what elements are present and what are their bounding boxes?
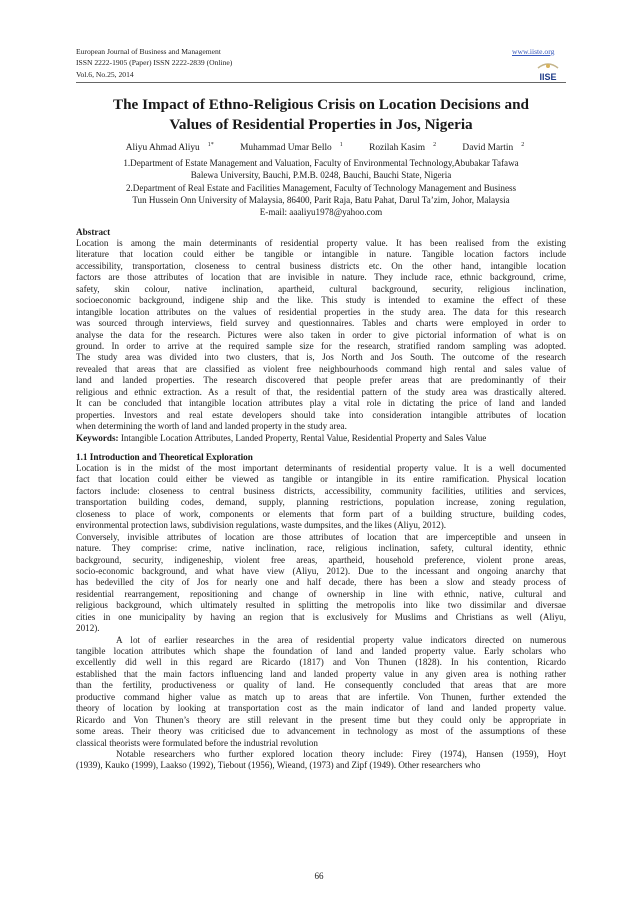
affiliation-line: Balewa University, Bauchi, P.M.B. 0248, Bauchi, Bauchi State, Nigeria (190, 170, 452, 180)
text-line: excellently did well in this regard are Ricardo (1817) and Von Thunen (1828). In his contention, Ricardo (76, 657, 566, 668)
text-line: factors include: closeness to central business districts, accessibility, community facilities, utilities and services, (76, 485, 566, 496)
text-line: nature. They comprise: crime, native inclination, race, religious inclination, safety, cultural identity, ethnic (76, 543, 566, 554)
text-line: socioeconomic background, indigene ship and the like. This study is intended to examine the effect of these (76, 295, 566, 306)
text-line: religious background, which ultimately resulted in splitting the metropolis into like two dissimilar and diversae (76, 600, 566, 611)
text-line: theory of location by looking at transportation cost as the main indicator of land and landed property value. (76, 703, 566, 714)
text-line: tangible location attributes which shape the foundation of land and landed property value. Early scholars who (76, 646, 566, 656)
text-line: was sourced through interviews, field survey and questionnaires. Tables and charts were employed in order to (76, 318, 566, 329)
journal-volume: Vol.6, No.25, 2014 (76, 70, 134, 79)
title-line: Values of Residential Properties in Jos, Nigeria (169, 115, 473, 133)
text-line: socio-economic background, and what have view (Aliyu, 2012). Due to the incessant and ongoing anarchy that (76, 565, 566, 576)
text-line: than the fertility, productiveness or quality of land. He consequently concluded that areas that are more (76, 680, 566, 691)
text-line: revealed that areas that are classified as violent free neighbourhoods command high rental and sales value of (76, 363, 566, 374)
keywords-text: Intangible Location Attributes, Landed Property, Rental Value, Residential Property and Sales Value (120, 433, 487, 443)
author: Rozilah Kasim $^2$ (369, 141, 437, 153)
text-line: 2012). (76, 623, 100, 634)
affiliation-line: 2.Department of Real Estate and Facilities Management, Faculty of Technology Management and Business (125, 183, 517, 193)
text-line: factors are those attributes of location that are invisible in nature. They include race, ethnic background, crime, (76, 272, 566, 283)
title-line: The Impact of Ethno-Religious Crisis on Location Decisions and (112, 96, 529, 113)
text-line: classical theorists were formulated before the industrial revolution (76, 737, 318, 748)
text-line: A lot of earlier researches in the area of residential property value indicators directed on numerous (116, 634, 566, 645)
logo-text: IISE (539, 72, 557, 82)
text-line: analyse the data for the research. Pictures were also taken in order to give pictorial information of what is on (76, 329, 566, 340)
text-line: land and landed properties. The research discovered that people prefer areas that are predominantly of their (76, 375, 566, 386)
text-line: literature that location could either be tangible or intangible in nature. Tangible location factors include (76, 249, 566, 260)
author-list (70, 143, 572, 154)
keywords-line (76, 433, 566, 444)
text-line: Ricardo and Von Thunen’s theory are still relevant in the present time but they could only be appropriate in (76, 714, 566, 725)
text-line: It can be concluded that intangible location attributes play a vital role in dictating the price of land and landed (76, 398, 566, 409)
journal-url-link[interactable]: www.iiste.org (512, 47, 555, 56)
abstract-heading: Abstract (76, 227, 111, 237)
text-line: residential rearrangement, repositioning and change of ownership in line with ethnic, native, cultural and (76, 588, 566, 599)
text-line: transportation building codes, demand, supply, planning restrictions, population increase, zoning regulation, (76, 497, 566, 508)
text-line: established that the main factors influencing land and landed property value in any given area is nothing rather (76, 668, 566, 679)
section-body (76, 463, 566, 772)
text-line: Conversely, invisible attributes of location are those attributes of location that are imperceptible and unseen in (76, 531, 566, 542)
text-line: Location is in the midst of the most important determinants of residential property value. It is a well documented (76, 463, 566, 473)
text-line: some areas. Their theory was criticised due to advancement in technology as most of the assumptions of these (76, 726, 566, 737)
abstract-body (76, 238, 566, 432)
header-rule (76, 82, 566, 83)
journal-issn: ISSN 2222-1905 (Paper) ISSN 2222-2839 (Online) (76, 58, 233, 67)
text-line: closeness to place of work, components or elements that form part of a building structure, building codes, (76, 508, 566, 519)
text-line: (1939), Kauko (1999), Laakso (1992), Tiebout (1956), Wieand, (1973) and Zipf (1949). Other researchers who (76, 760, 481, 771)
text-line: fact that location could either be viewed as tangible or intangible in its entire ramification. Physical location (76, 474, 566, 485)
text-line: background, security, indigeneship, violent free areas, apartheid, household preference, violent prone areas, (76, 554, 566, 565)
text-line: Notable researchers who further explored location theory include: Firey (1974), Hansen (1959), Hoyt (116, 748, 566, 759)
author: David Martin $^2$ (462, 141, 525, 153)
text-line: The study area was divided into two clusters, that is, Jos North and Jos South. The outcome of the research (76, 352, 566, 363)
text-line: environmental protection laws, subdivision regulations, waste dumpsites, and the likes (Aliyu, 2012). (76, 520, 447, 531)
text-line: productive command higher value as match up to areas that are infertile. Von Thunen, further extended the (76, 691, 566, 702)
text-line: accessibility, transportation, closeness to central business districts etc. On the other hand, intangible location (76, 260, 566, 271)
iiste-logo-icon (530, 58, 566, 84)
text-line: has bedevilled the city of Jos for nearly one and half decade, there has been a slow and steady process of (76, 577, 566, 588)
text-line: when determining the worth of land and landed property in the study area. (76, 421, 347, 431)
author: Muhammad Umar Bello $^1$ (240, 141, 343, 153)
affiliation-line: 1.Department of Estate Management and Valuation, Faculty of Environmental Technology,Abubakar Tafawa (123, 158, 519, 168)
author: Aliyu Ahmad Aliyu $^{1*}$ (125, 141, 214, 153)
text-line: safety, skin colour, native inclination, apartheid, cultural background, security, religious inclination, (76, 283, 566, 294)
journal-name: European Journal of Business and Management (76, 47, 221, 56)
keywords-label: Keywords: (76, 433, 119, 443)
section-heading: 1.1 Introduction and Theoretical Exploration (76, 452, 253, 462)
text-line: intangible location attributes on the values of residential properties in the study area. The data for this research (76, 306, 566, 317)
text-line: Location is among the main determinants of residential property value. It has been realised from the existing (76, 238, 566, 248)
page-number: 66 (314, 871, 324, 881)
text-line: properties. Investors and real estate developers should take into consideration intangible attributes of location (76, 409, 566, 420)
author-email: E-mail: aaaliyu1978@yahoo.com (259, 207, 383, 217)
text-line: ground. In order to arrive at the required sample size for the research, stratified random sampling was adopted. (76, 340, 566, 351)
text-line: cities in one municipality by having an region that is exclusively for Muslims and Christians as well (Aliyu, (76, 611, 566, 622)
affiliation-line: Tun Hussein Onn University of Malaysia, 86400, Parit Raja, Batu Pahat, Darul Ta’zim, Johor, Malaysia (132, 195, 510, 205)
paper-title (76, 95, 566, 134)
text-line: religious and ethnic extraction. As a result of that, the residential pattern of the study area was drastically altered. (76, 386, 566, 397)
